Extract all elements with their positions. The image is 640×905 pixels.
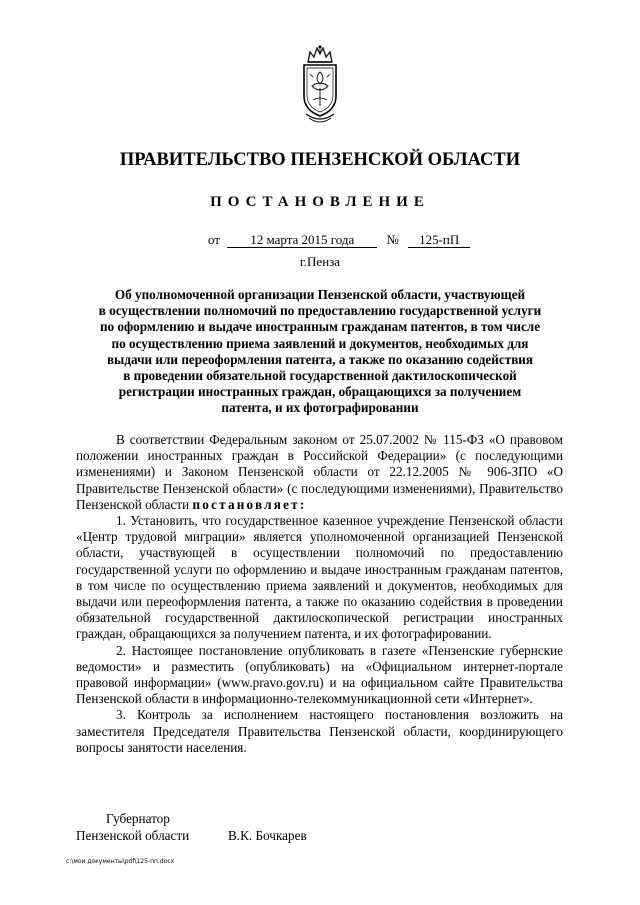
date-number-line [208, 232, 470, 248]
document-body [76, 432, 563, 756]
document-type: ПОСТАНОВЛЕНИЕ [210, 194, 430, 210]
signatory-title: Губернатор [106, 811, 170, 826]
subject-line: в проведении обязательной государственной дактилоскопической [123, 368, 517, 384]
clause-2: 2. Настоящее постановление опубликовать в газете «Пензенские губернские ведомости» и разместить (опубликовать) на «Официальном интернет-портале правовой информации» (www.pravo.gov.ru) и на официальном сайте Правительства Пензенской области в информационно-телекоммуникационной сети «Интернет». [76, 642, 563, 707]
date-prefix: от [208, 232, 221, 247]
document-subject [78, 287, 562, 417]
subject-line: выдачи или переоформления патента, а также по оказанию содействия [106, 351, 534, 367]
preamble-paragraph [76, 432, 563, 513]
coat-of-arms-icon [300, 44, 340, 126]
subject-line: по осуществлению приема заявлений и документов, необходимых для [111, 335, 529, 351]
document-number: 125-пП [408, 233, 470, 248]
document-date: 12 марта 2015 года [227, 233, 377, 248]
signatory-region: Пензенской области [76, 828, 190, 843]
decree-word: постановляет: [192, 496, 307, 512]
clause-3: 3. Контроль за исполнением настоящего постановления возложить на заместителя Председателя Правительства Пензенской области, координирующего вопросы занятости населения. [76, 707, 563, 755]
number-sign: № [386, 232, 399, 247]
subject-line: патента, и их фотографировании [221, 400, 419, 416]
clause-1: 1. Установить, что государственное казенное учреждение Пензенской области «Центр трудовой миграции» является уполномоченной организацией Пензенской области, участвующей в осуществлении полномочий по предоставлению государственной услуги по оформлению и выдаче иностранным гражданам патентов, в том числе по осуществлению приема заявлений и документов, необходимых для выдачи или переоформления патента, а также по оказанию содействия в проведении обязательной государственной дактилоскопической регистрации иностранных граждан, обращающихся за получением патента, и их фотографировании. [76, 513, 563, 642]
file-path-footer: c:\мои документы\pdf\125-пп.docx [66, 858, 175, 865]
signatory-name: В.К. Бочкарев [228, 828, 307, 843]
subject-line: в осуществлении полномочий по предоставлению государственной услуги [98, 303, 542, 319]
subject-line: регистрации иностранных граждан, обращающихся за получением [118, 384, 522, 400]
government-title: ПРАВИТЕЛЬСТВО ПЕНЗЕНСКОЙ ОБЛАСТИ [119, 150, 521, 170]
subject-line: Об уполномоченной организации Пензенской области, участвующей [114, 287, 526, 302]
subject-line: по оформлению и выдаче иностранным гражданам патентов, в том числе [99, 319, 541, 335]
preamble-text: В соответствии Федеральным законом от 25.07.2002 № 115-ФЗ «О правовом положении иностранных граждан в Российской Федерации» (с последующими изменениями) и Законом Пензенской области от 22.12.2005 № 906-ЗПО «О Правительстве Пензенской области» (с последующими изменениями), Правительство Пензенской области [76, 432, 563, 512]
city: г.Пенза [299, 254, 341, 269]
